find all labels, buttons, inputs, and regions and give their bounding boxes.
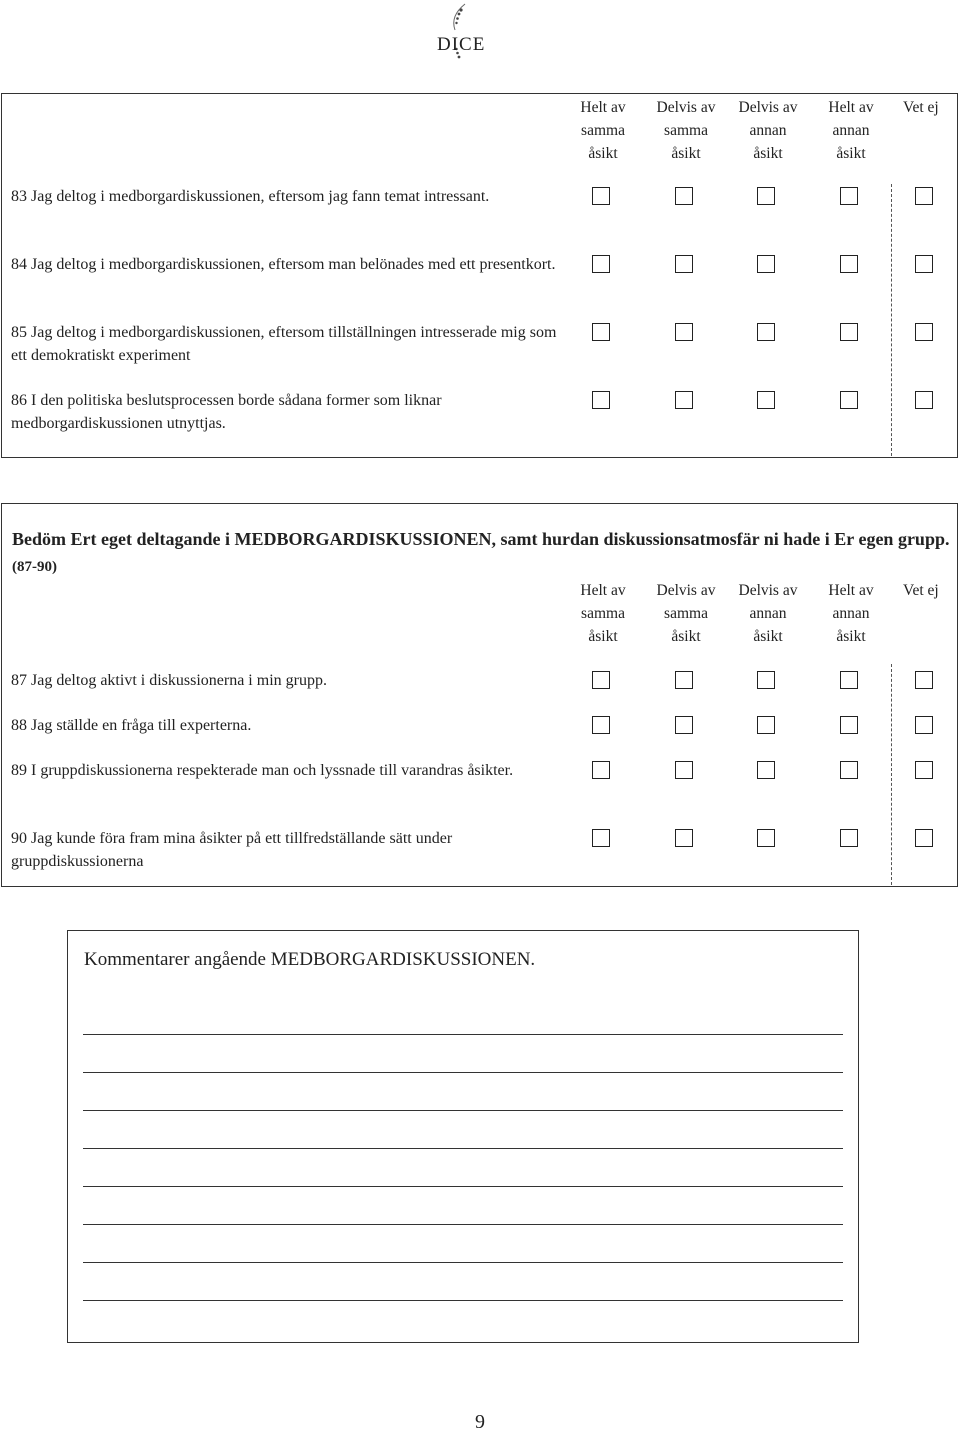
comment-line[interactable] (83, 1300, 843, 1301)
question-84: 84 Jag deltog i medborgardiskussionen, eftersom man belönades med ett presentkort. (11, 256, 556, 273)
q89-delvis-av-annan-checkbox[interactable] (757, 761, 775, 779)
questions-83-86-panel (1, 93, 958, 458)
question-87: 87 Jag deltog aktivt i diskussionerna i min grupp. (11, 672, 327, 689)
q90-vet-ej-checkbox[interactable] (915, 829, 933, 847)
comments-panel (67, 930, 859, 1343)
q90-delvis-av-samma-checkbox[interactable] (675, 829, 693, 847)
q84-delvis-av-samma-checkbox[interactable] (675, 255, 693, 273)
q88-vet-ej-checkbox[interactable] (915, 716, 933, 734)
comment-line[interactable] (83, 1224, 843, 1225)
q84-helt-av-samma-checkbox[interactable] (592, 255, 610, 273)
logo-text: DICE (437, 34, 486, 55)
q89-vet-ej-checkbox[interactable] (915, 761, 933, 779)
header-helt-av-annan: Helt av annan åsikt (828, 99, 874, 162)
q87-helt-av-annan-checkbox[interactable] (840, 671, 858, 689)
q90-helt-av-samma-checkbox[interactable] (592, 829, 610, 847)
q85-delvis-av-annan-checkbox[interactable] (757, 323, 775, 341)
section-heading (12, 526, 952, 580)
q83-helt-av-annan-checkbox[interactable] (840, 187, 858, 205)
q86-vet-ej-checkbox[interactable] (915, 391, 933, 409)
q89-helt-av-annan-checkbox[interactable] (840, 761, 858, 779)
page-number: 9 (475, 1411, 485, 1433)
question-90: 90 Jag kunde föra fram mina åsikter på ett tillfredställande sätt under gruppdiskussionerna (11, 830, 453, 870)
q84-delvis-av-annan-checkbox[interactable] (757, 255, 775, 273)
q88-delvis-av-annan-checkbox[interactable] (757, 716, 775, 734)
q85-delvis-av-samma-checkbox[interactable] (675, 323, 693, 341)
q89-delvis-av-samma-checkbox[interactable] (675, 761, 693, 779)
header-helt-av-samma: Helt av samma åsikt (580, 99, 626, 162)
header-vet-ej: Vet ej (903, 582, 939, 599)
q90-helt-av-annan-checkbox[interactable] (840, 829, 858, 847)
q88-helt-av-annan-checkbox[interactable] (840, 716, 858, 734)
q86-helt-av-samma-checkbox[interactable] (592, 391, 610, 409)
header-delvis-av-samma: Delvis av samma åsikt (656, 582, 716, 645)
question-86: 86 I den politiska beslutsprocessen borde sådana former som liknar medborgardiskussionen utnyttjas. (11, 392, 442, 432)
comments-title: Kommentarer angående MEDBORGARDISKUSSIONEN. (84, 949, 536, 970)
question-83: 83 Jag deltog i medborgardiskussionen, eftersom jag fann temat intressant. (11, 188, 490, 205)
questions-87-90-panel (1, 503, 958, 887)
q83-vet-ej-checkbox[interactable] (915, 187, 933, 205)
q85-helt-av-annan-checkbox[interactable] (840, 323, 858, 341)
header-delvis-av-samma: Delvis av samma åsikt (656, 99, 716, 162)
q87-vet-ej-checkbox[interactable] (915, 671, 933, 689)
question-85: 85 Jag deltog i medborgardiskussionen, eftersom tillställningen intresserade mig som ett demokratiskt experiment (11, 324, 557, 364)
q87-helt-av-samma-checkbox[interactable] (592, 671, 610, 689)
vet-ej-separator (891, 184, 892, 456)
vet-ej-separator (891, 664, 892, 885)
q88-delvis-av-samma-checkbox[interactable] (675, 716, 693, 734)
q84-helt-av-annan-checkbox[interactable] (840, 255, 858, 273)
q89-helt-av-samma-checkbox[interactable] (592, 761, 610, 779)
header-helt-av-annan: Helt av annan åsikt (828, 582, 874, 645)
q86-helt-av-annan-checkbox[interactable] (840, 391, 858, 409)
q86-delvis-av-samma-checkbox[interactable] (675, 391, 693, 409)
header-helt-av-samma: Helt av samma åsikt (580, 582, 626, 645)
header-delvis-av-annan: Delvis av annan åsikt (738, 582, 798, 645)
section-heading-range: (87-90) (12, 559, 57, 575)
question-88: 88 Jag ställde en fråga till experterna. (11, 717, 252, 734)
q84-vet-ej-checkbox[interactable] (915, 255, 933, 273)
section-heading-text: Bedöm Ert eget deltagande i MEDBORGARDISKUSSIONEN, samt hurdan diskussionsatmosfär ni hade i Er egen grupp. (12, 529, 950, 549)
q83-delvis-av-annan-checkbox[interactable] (757, 187, 775, 205)
q87-delvis-av-annan-checkbox[interactable] (757, 671, 775, 689)
comment-line[interactable] (83, 1148, 843, 1149)
comment-line[interactable] (83, 1262, 843, 1263)
q86-delvis-av-annan-checkbox[interactable] (757, 391, 775, 409)
q88-helt-av-samma-checkbox[interactable] (592, 716, 610, 734)
q83-delvis-av-samma-checkbox[interactable] (675, 187, 693, 205)
comment-line[interactable] (83, 1186, 843, 1187)
comment-line[interactable] (83, 1110, 843, 1111)
q83-helt-av-samma-checkbox[interactable] (592, 187, 610, 205)
header-vet-ej: Vet ej (903, 99, 939, 116)
dice-logo (420, 0, 500, 62)
header-delvis-av-annan: Delvis av annan åsikt (738, 99, 798, 162)
q87-delvis-av-samma-checkbox[interactable] (675, 671, 693, 689)
comment-line[interactable] (83, 1072, 843, 1073)
q85-vet-ej-checkbox[interactable] (915, 323, 933, 341)
question-89: 89 I gruppdiskussionerna respekterade man och lyssnade till varandras åsikter. (11, 762, 514, 779)
q90-delvis-av-annan-checkbox[interactable] (757, 829, 775, 847)
q85-helt-av-samma-checkbox[interactable] (592, 323, 610, 341)
comment-line[interactable] (83, 1034, 843, 1035)
